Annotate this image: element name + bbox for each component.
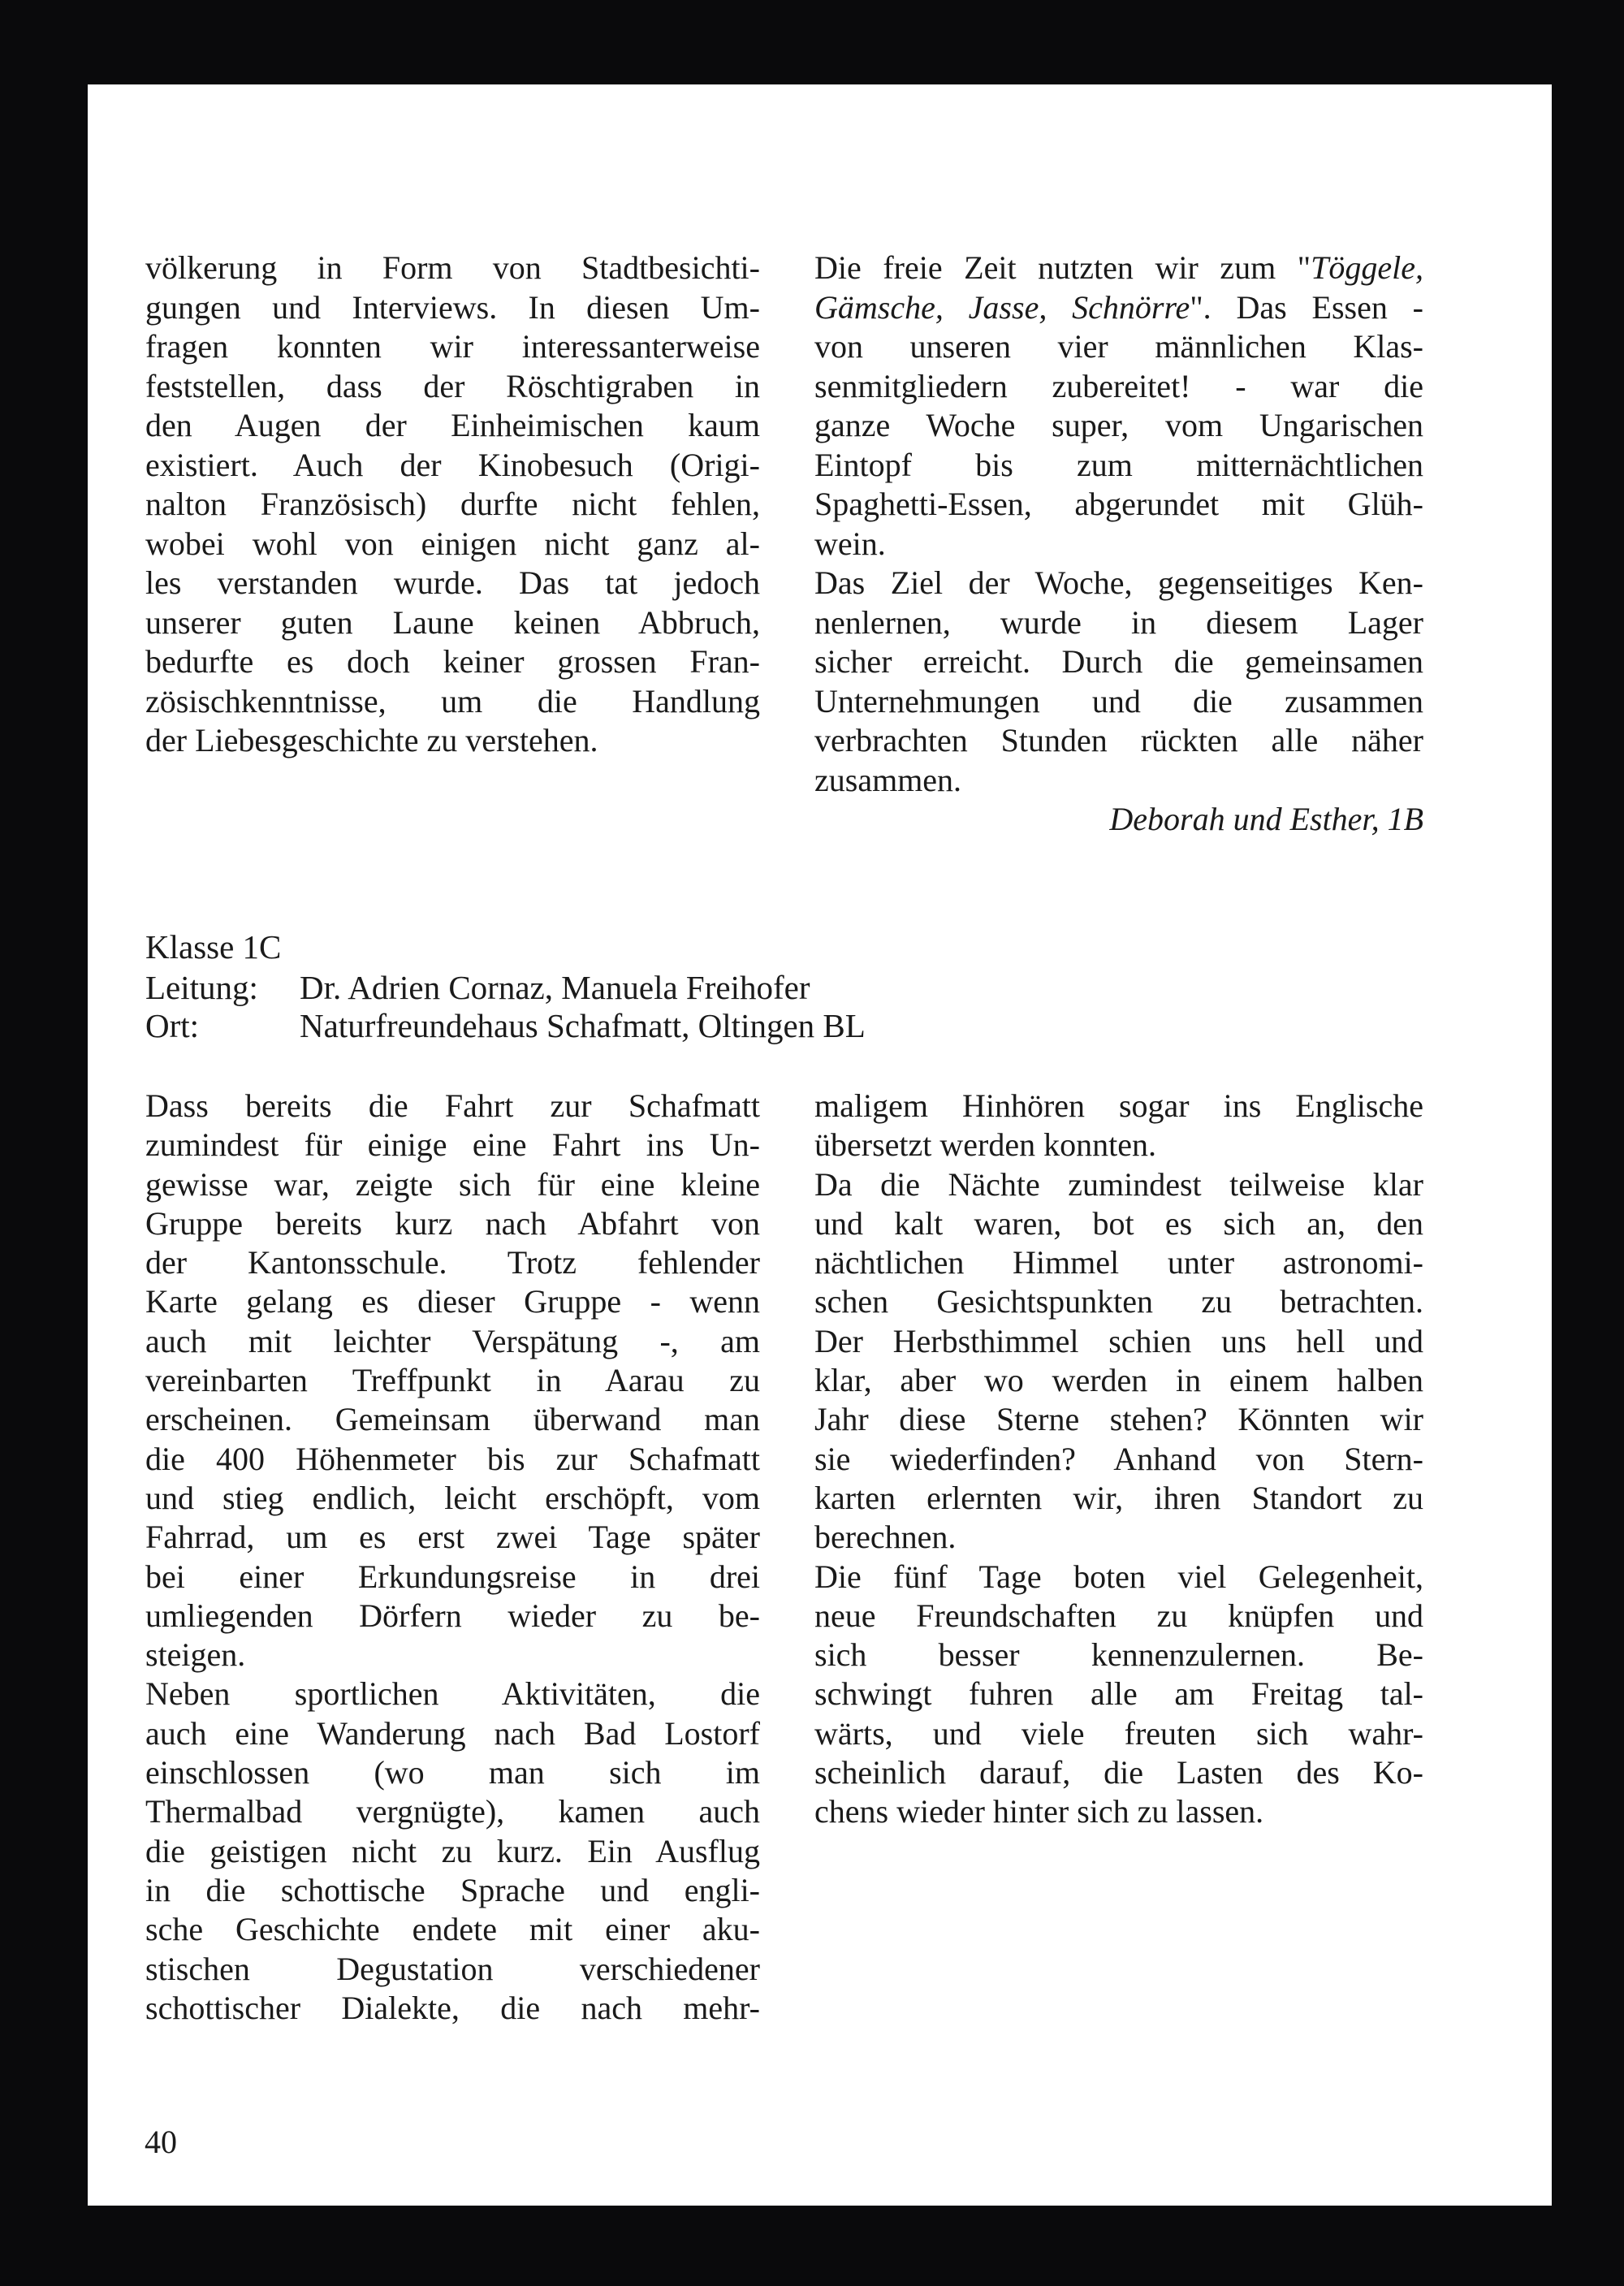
text-segment: klar, aber wo werden in einem halben	[814, 1362, 1423, 1399]
text-line	[145, 446, 760, 486]
text-segment: auch eine Wanderung nach Bad Lostorf	[145, 1714, 760, 1752]
text-line	[814, 367, 1423, 407]
text-segment: nenlernen, wurde in diesem Lager	[814, 603, 1423, 641]
text-segment: Jahr diese Sterne stehen? Könnten wir	[814, 1401, 1423, 1438]
text-line	[814, 1400, 1423, 1439]
text-line	[145, 1361, 760, 1400]
text-line	[814, 1165, 1423, 1204]
text-segment: die 400 Höhenmeter bis zur Schafmatt	[145, 1440, 760, 1477]
text-line	[145, 1204, 760, 1243]
text-segment: Das Ziel der Woche, gegenseitiges Ken-	[814, 564, 1423, 601]
text-line	[814, 721, 1423, 761]
text-line	[145, 1400, 760, 1439]
text-segment: Unternehmungen und die zusammen	[814, 682, 1423, 720]
text-line	[145, 248, 760, 288]
text-segment: steigen.	[145, 1636, 246, 1674]
text-line	[145, 1479, 760, 1518]
text-line	[145, 525, 760, 564]
text-segment: vereinbarten Treffpunkt in Aarau zu	[145, 1362, 760, 1399]
text-line	[814, 1282, 1423, 1321]
text-segment: feststellen, dass der Röschtigraben in	[145, 367, 760, 404]
text-segment: in die schottische Sprache und engli-	[145, 1871, 760, 1908]
leitung-value: Dr. Adrien Cornaz, Manuela Freihofer	[300, 969, 810, 1006]
text-segment: fragen konnten wir interessanterweise	[145, 328, 760, 365]
text-line	[145, 1243, 760, 1282]
text-segment: Die freie Zeit nutzten wir zum "	[814, 249, 1311, 286]
text-line	[145, 564, 760, 603]
text-line	[145, 1558, 760, 1597]
text-line	[145, 1871, 760, 1910]
text-segment: sicher erreicht. Durch die gemeinsamen	[814, 643, 1423, 680]
text-segment: zumindest für einige eine Fahrt ins Un-	[145, 1126, 760, 1164]
text-segment: unserer guten Laune keinen Abbruch,	[145, 603, 760, 641]
text-segment: schen Gesichtspunkten zu betrachten.	[814, 1283, 1423, 1320]
text-line	[814, 761, 1423, 801]
text-line	[814, 1675, 1423, 1713]
text-segment: übersetzt werden konnten.	[814, 1126, 1156, 1164]
text-line	[145, 1714, 760, 1753]
text-segment: der Kantonsschule. Trotz fehlender	[145, 1244, 760, 1281]
text-segment: Karte gelang es dieser Gruppe - wenn	[145, 1283, 760, 1320]
italic-text: Gämsche, Jasse, Schnörre	[814, 288, 1190, 326]
text-segment: bei einer Erkundungsreise in drei	[145, 1558, 760, 1595]
text-segment: ganze Woche super, vom Ungarischen	[814, 407, 1423, 443]
section2-right-column	[814, 1087, 1423, 1832]
text-segment: nächtlichen Himmel unter astronomi-	[814, 1244, 1423, 1281]
section1-left-column	[145, 248, 760, 761]
text-line	[145, 1518, 760, 1557]
text-segment: wobei wohl von einigen nicht ganz al-	[145, 525, 760, 562]
text-line	[814, 1714, 1423, 1753]
text-line	[145, 1950, 760, 1989]
text-segment: und stieg endlich, leicht erschöpft, vom	[145, 1479, 760, 1516]
text-segment: verbrachten Stunden rückten alle näher	[814, 722, 1423, 758]
text-line	[814, 1126, 1423, 1165]
text-segment: zusammen.	[814, 761, 962, 798]
text-line	[814, 1792, 1423, 1831]
leitung-row	[145, 968, 810, 1007]
text-segment: von unseren vier männlichen Klas-	[814, 328, 1423, 365]
text-line	[814, 682, 1423, 722]
ort-value: Naturfreundehaus Schafmatt, Oltingen BL	[300, 1007, 866, 1044]
text-segment: Der Herbsthimmel schien uns hell und	[814, 1322, 1423, 1359]
ort-label: Ort:	[145, 1007, 200, 1044]
italic-text: Töggele,	[1311, 249, 1423, 286]
text-segment: sich besser kennenzulernen. Be-	[814, 1636, 1423, 1674]
text-line	[145, 1832, 760, 1871]
text-line	[814, 1636, 1423, 1675]
leitung-label: Leitung:	[145, 969, 258, 1006]
text-segment: maligem Hinhören sogar ins Englische	[814, 1087, 1423, 1124]
text-line	[814, 1753, 1423, 1792]
text-segment: les verstanden wurde. Das tat jedoch	[145, 564, 760, 601]
text-segment: einschlossen (wo man sich im	[145, 1754, 760, 1791]
text-line	[145, 1792, 760, 1831]
text-segment: schwingt fuhren alle am Freitag tal-	[814, 1675, 1423, 1713]
text-segment: chens wieder hinter sich zu lassen.	[814, 1793, 1264, 1830]
text-segment: auch mit leichter Verspätung -, am	[145, 1322, 760, 1359]
text-line	[145, 406, 760, 446]
text-segment: ". Das Essen -	[1190, 288, 1423, 326]
text-segment: Fahrrad, um es erst zwei Tage später	[145, 1519, 760, 1556]
text-line	[814, 1243, 1423, 1282]
text-line	[814, 1361, 1423, 1400]
text-line	[145, 1282, 760, 1321]
text-segment: den Augen der Einheimischen kaum	[145, 407, 760, 443]
text-segment: wein.	[814, 525, 886, 562]
text-line	[145, 1165, 760, 1204]
text-line	[145, 327, 760, 367]
signature-block	[814, 800, 1423, 840]
text-line	[145, 1597, 760, 1636]
text-line	[145, 1126, 760, 1165]
text-segment: nalton Französisch) durfte nicht fehlen,	[145, 486, 760, 522]
text-segment: Eintopf bis zum mitternächtlichen	[814, 446, 1423, 483]
text-line	[814, 1087, 1423, 1126]
text-segment: Spaghetti-Essen, abgerundet mit Glüh-	[814, 486, 1423, 522]
text-segment: existiert. Auch der Kinobesuch (Origi-	[145, 446, 760, 483]
text-segment: Neben sportlichen Aktivitäten, die	[145, 1675, 760, 1713]
text-line	[814, 1479, 1423, 1518]
text-segment: Da die Nächte zumindest teilweise klar	[814, 1165, 1423, 1203]
text-line	[814, 603, 1423, 643]
text-segment: stischen Degustation verschiedener	[145, 1950, 760, 1987]
text-line	[814, 1518, 1423, 1557]
text-segment: völkerung in Form von Stadtbesichti-	[145, 249, 760, 286]
text-segment: sie wiederfinden? Anhand von Stern-	[814, 1440, 1423, 1477]
text-line	[145, 1910, 760, 1949]
text-line	[814, 642, 1423, 682]
text-segment: erscheinen. Gemeinsam überwand man	[145, 1401, 760, 1438]
text-segment: schottischer Dialekte, die nach mehr-	[145, 1989, 760, 2026]
text-line	[814, 248, 1423, 288]
ort-row	[145, 1006, 866, 1045]
text-segment: scheinlich darauf, die Lasten des Ko-	[814, 1754, 1423, 1791]
text-line	[145, 485, 760, 525]
text-line	[814, 1558, 1423, 1597]
text-line	[814, 564, 1423, 603]
text-line	[814, 525, 1423, 564]
text-segment: Die fünf Tage boten viel Gelegenheit,	[814, 1558, 1423, 1595]
text-segment: berechnen.	[814, 1519, 957, 1556]
text-line	[145, 721, 760, 761]
text-segment: bedurfte es doch keiner grossen Fran-	[145, 643, 760, 680]
text-line	[814, 1204, 1423, 1243]
text-line	[145, 603, 760, 643]
text-line	[145, 682, 760, 722]
section2-left-column	[145, 1087, 760, 2028]
section-title: Klasse 1C	[145, 928, 282, 966]
text-line	[814, 406, 1423, 446]
text-line	[145, 288, 760, 328]
page-number: 40	[145, 2124, 177, 2160]
text-segment: neue Freundschaften zu knüpfen und	[814, 1597, 1423, 1634]
text-line	[145, 1753, 760, 1792]
text-line	[145, 1989, 760, 2028]
text-segment: die geistigen nicht zu kurz. Ein Ausflug	[145, 1832, 760, 1869]
text-line	[145, 1322, 760, 1361]
text-line	[145, 1087, 760, 1126]
text-segment: wärts, und viele freuten sich wahr-	[814, 1714, 1423, 1752]
text-line	[145, 367, 760, 407]
text-line	[814, 327, 1423, 367]
text-segment: gewisse war, zeigte sich für eine kleine	[145, 1165, 760, 1203]
text-line	[145, 1440, 760, 1479]
text-segment: karten erlernten wir, ihren Standort zu	[814, 1479, 1423, 1516]
text-segment: umliegenden Dörfern wieder zu be-	[145, 1597, 760, 1634]
text-segment: sche Geschichte endete mit einer aku-	[145, 1911, 760, 1948]
text-line	[145, 1636, 760, 1675]
text-segment: senmitgliedern zubereitet! - war die	[814, 367, 1423, 404]
text-segment: Gruppe bereits kurz nach Abfahrt von	[145, 1204, 760, 1242]
text-segment: und kalt waren, bot es sich an, den	[814, 1204, 1423, 1242]
text-line	[814, 288, 1423, 328]
text-segment: Dass bereits die Fahrt zur Schafmatt	[145, 1087, 760, 1124]
text-line	[814, 1322, 1423, 1361]
text-segment: der Liebesgeschichte zu verstehen.	[145, 722, 598, 758]
text-segment: Thermalbad vergnügte), kamen auch	[145, 1793, 760, 1830]
section1-right-column	[814, 248, 1423, 800]
text-line	[145, 642, 760, 682]
text-segment: zösischkenntnisse, um die Handlung	[145, 682, 760, 720]
text-segment: gungen und Interviews. In diesen Um-	[145, 288, 760, 326]
signature: Deborah und Esther, 1B	[1109, 801, 1423, 837]
text-line	[814, 446, 1423, 486]
text-line	[814, 1597, 1423, 1636]
text-line	[145, 1675, 760, 1713]
text-line	[814, 1440, 1423, 1479]
text-line	[814, 485, 1423, 525]
